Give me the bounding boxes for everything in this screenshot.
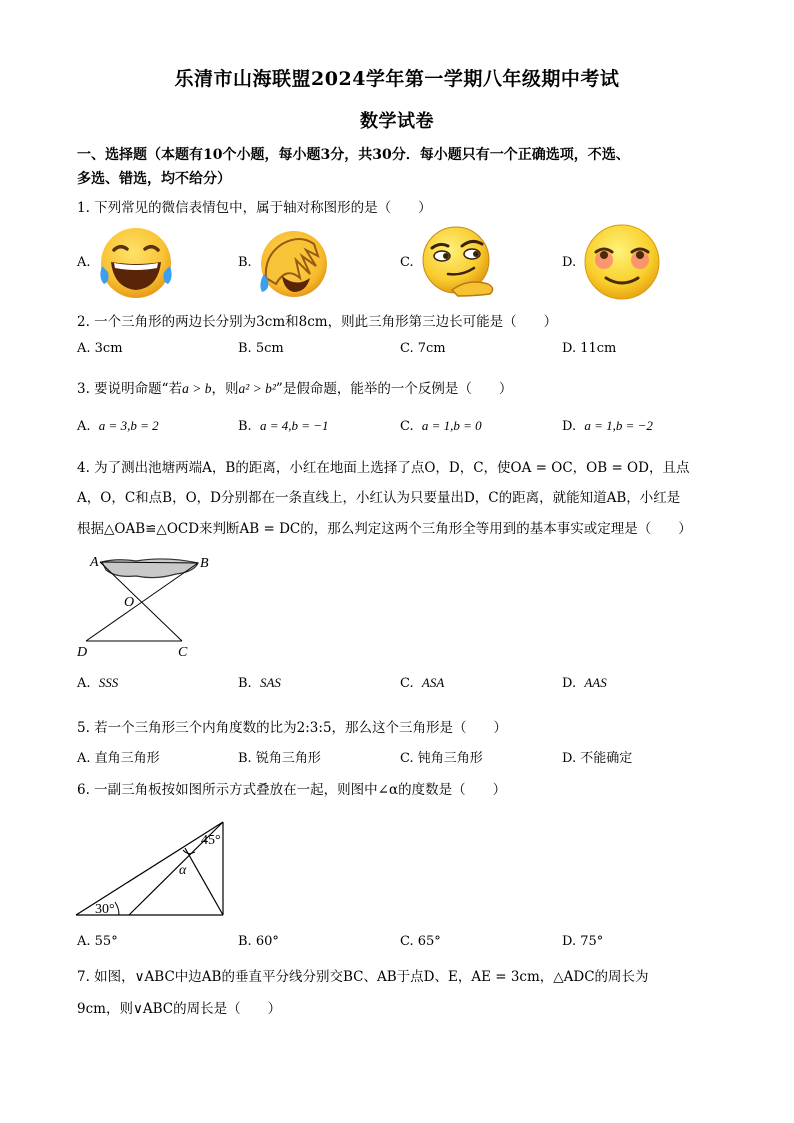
q4-option-a-label: A. [77,676,91,691]
q3-stem-part3: ”是假命题，能举的一个反例是（ ） [275,381,513,397]
q3-stem-part2: ，则 [211,381,239,397]
q3-option-d-label: D. [562,419,577,434]
q1-option-a-label: A. [77,255,91,270]
q6-label-30: 30° [95,902,115,917]
q2-option-a: A. 3cm [77,341,123,356]
q6-option-c: C. 65° [400,934,441,949]
q3-option-b-value: a = 4,b = −1 [259,418,329,433]
q3-option-a [77,418,159,434]
page-title: 乐清市山海联盟2024学年第一学期八年级期中考试 [174,68,620,90]
q4-option-b [238,675,281,691]
q2-option-d: D. 11cm [562,341,617,356]
q4-stem-line3: 根据△OAB≌△OCD来判断AB = DC的，那么判定这两个三角形全等用到的基本事实或定理是（ ） [77,521,692,537]
q3-stem-conclusion: a² > b² [238,381,276,396]
q6-option-d: D. 75° [562,934,604,949]
smirk-emoji-icon [418,224,500,300]
q4-stem-line1: 4. 为了测出池塘两端A，B的距离，小红在地面上选择了点O，D，C，使OA = OC，OB = OD，且点 [77,460,690,476]
facepalm-emoji-icon [256,226,332,300]
q3-stem-condition: a > b [182,381,212,396]
q4-option-d [562,675,607,691]
laughing-tears-emoji-icon [96,226,176,302]
q6-option-a: A. 55° [77,934,118,949]
q4-option-c-value: ASA [421,675,445,690]
q4-label-c: C [178,645,188,660]
q5-stem: 5. 若一个三角形三个内角度数的比为2:3:5，那么这个三角形是（ ） [77,720,508,736]
q3-option-b [238,418,329,434]
shy-smile-emoji-icon [582,222,662,302]
q3-option-a-label: A. [77,419,91,434]
q4-label-o: O [124,595,135,610]
q7-stem-line2: 9cm，则∨ABC的周长是（ ） [77,1001,282,1017]
q6-stem: 6. 一副三角板按如图所示方式叠放在一起，则图中∠α的度数是（ ） [77,782,507,798]
q3-stem [77,377,512,397]
q1-option-c-label: C. [400,255,414,270]
q5-option-c: C. 钝角三角形 [400,751,483,766]
q3-option-c-value: a = 1,b = 0 [421,418,482,433]
q6-label-45: 45° [201,833,221,848]
q2-option-c: C. 7cm [400,341,446,356]
q4-option-a-value: SSS [98,675,119,690]
q4-option-a [77,675,118,691]
page-subtitle: 数学试卷 [360,111,434,132]
q6-option-b: B. 60° [238,934,279,949]
q4-label-d: D [77,645,88,660]
q5-option-d: D. 不能确定 [562,751,633,766]
q3-option-c [400,418,482,434]
q4-option-d-value: AAS [584,675,607,690]
q4-option-b-value: SAS [259,675,281,690]
q4-label-b: B [200,556,209,571]
q4-option-c [400,675,444,691]
q7-stem-line1: 7. 如图，∨ABC中边AB的垂直平分线分别交BC、AB于点D、E，AE = 3cm，△ADC的周长为 [77,969,649,985]
q3-option-a-value: a = 3,b = 2 [98,418,159,433]
q6-label-alpha: α [179,863,187,878]
q4-pond-figure [76,548,226,663]
q1-option-d-label: D. [562,255,577,270]
q5-option-a: A. 直角三角形 [77,751,160,766]
q4-label-a: A [90,555,99,570]
q3-option-d [562,418,653,434]
q1-option-b-label: B. [238,255,252,270]
q3-stem-part1: 3. 要说明命题“若 [77,381,183,397]
q4-option-d-label: D. [562,676,577,691]
q2-stem: 2. 一个三角形的两边长分别为3cm和8cm，则此三角形第三边长可能是（ ） [77,314,558,330]
q3-option-c-label: C. [400,419,414,434]
q4-stem-line2: A，O，C和点B，O，D分别都在一条直线上，小红认为只要量出D，C的距离，就能知道AB，小红是 [77,490,681,506]
q6-set-square-figure [75,808,235,920]
q2-option-b: B. 5cm [238,341,284,356]
q5-option-b: B. 锐角三角形 [238,751,321,766]
q4-option-b-label: B. [238,676,252,691]
q3-option-d-value: a = 1,b = −2 [584,418,653,433]
section-heading-line2: 多选、错选，均不给分） [77,171,231,187]
q3-option-b-label: B. [238,419,252,434]
q1-stem: 1. 下列常见的微信表情包中，属于轴对称图形的是（ ） [77,200,432,216]
q4-option-c-label: C. [400,676,414,691]
section-heading-line1: 一、选择题（本题有10个小题，每小题3分，共30分．每小题只有一个正确选项，不选、 [77,147,630,163]
